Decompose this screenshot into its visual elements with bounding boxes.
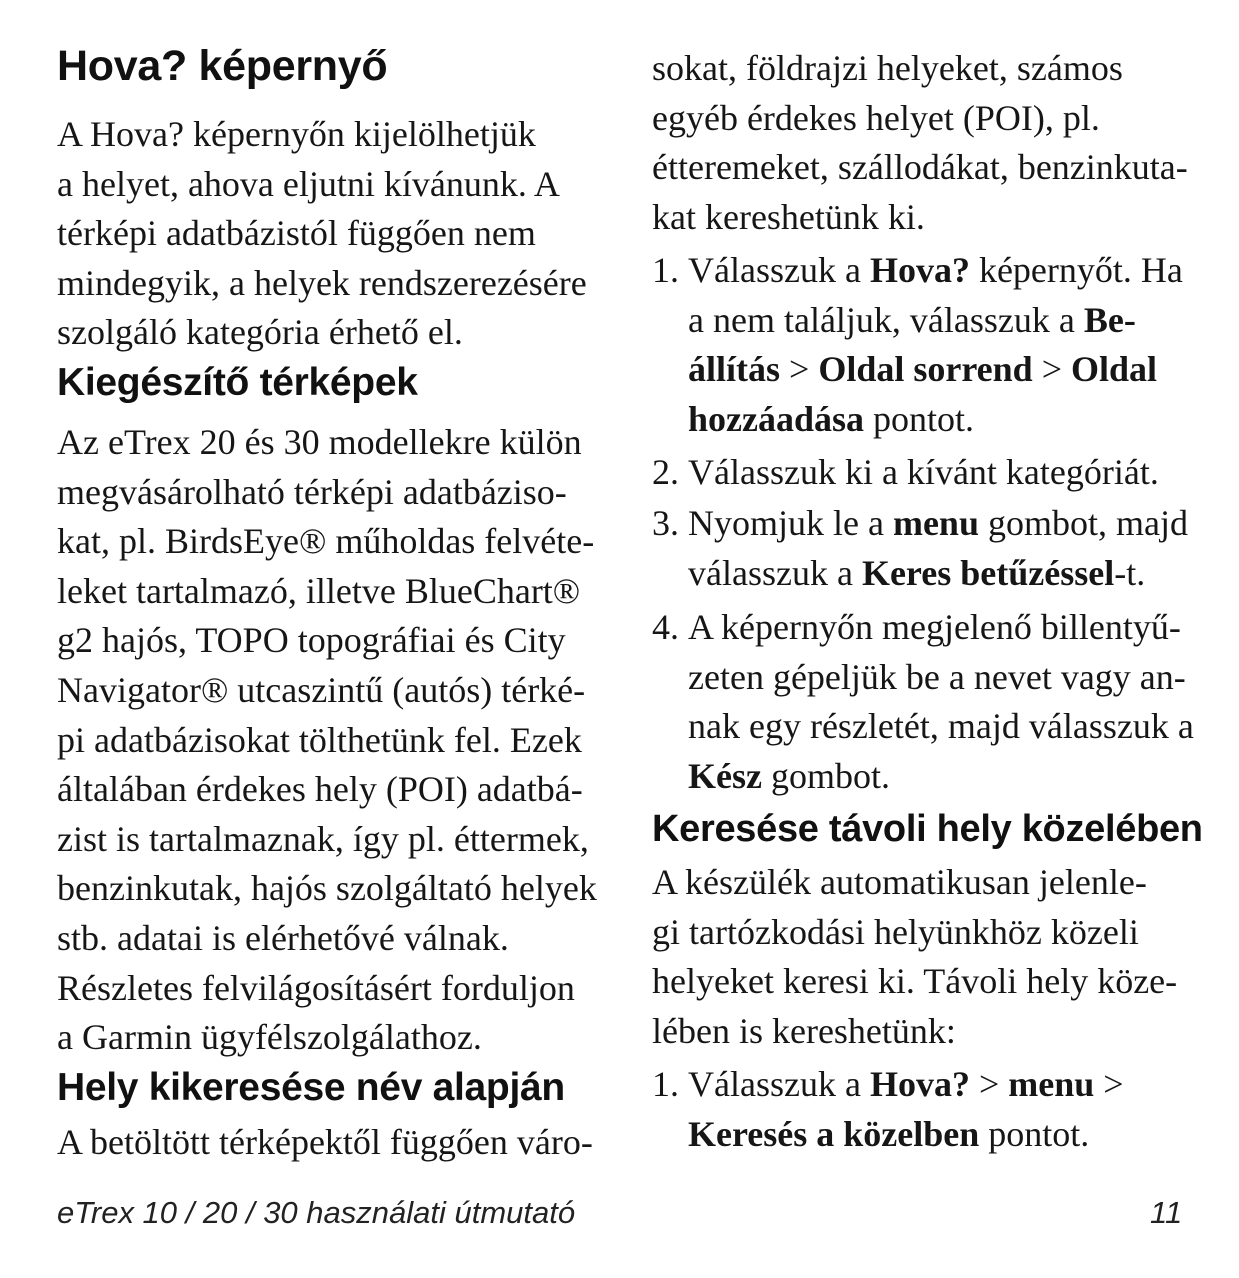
text-line: mindegyik, a helyek rendszerezésére	[57, 262, 587, 303]
text-line: kat, pl. BirdsEye® műholdas felvéte-	[57, 521, 595, 562]
heading-hely-kikeresese: Hely kikeresése név alapján	[57, 1066, 565, 1109]
text-line: szolgáló kategória érhető el.	[57, 312, 463, 353]
paragraph-kiegeszito	[57, 418, 602, 1063]
step-number: 4.	[652, 607, 679, 647]
heading-kiegeszito-terkepek: Kiegészítő térképek	[57, 361, 418, 404]
text-line: válasszuk a Keres betűzéssel-t.	[688, 552, 1146, 593]
text-line: a nem találjuk, válasszuk a Be-	[688, 299, 1136, 340]
text-line: sokat, földrajzi helyeket, számos	[652, 48, 1123, 88]
paragraph-kikereses	[57, 1118, 602, 1168]
text-line: A készülék automatikusan jelenle-	[652, 862, 1147, 902]
text-line: Navigator® utcaszintű (autós) térké-	[57, 669, 586, 710]
text-line: g2 hajós, TOPO topográfiai és City	[57, 620, 566, 661]
step-number: 2.	[652, 452, 679, 492]
paragraph-continued	[652, 44, 1187, 242]
step-number: 1.	[652, 1064, 679, 1104]
text-line: Válasszuk ki a kívánt kategóriát.	[688, 452, 1159, 492]
text-line: Válasszuk a Hova? képernyőt. Ha	[688, 250, 1183, 290]
text-line: a Garmin ügyfélszolgálathoz.	[57, 1017, 482, 1058]
text-line: étteremeket, szállodákat, benzinkuta-	[652, 147, 1188, 188]
list-item-step-nearby-1	[652, 1060, 1187, 1159]
heading-hova-kepernyo: Hova? képernyő	[57, 42, 388, 90]
text-line: általában érdekes hely (POI) adatbá-	[57, 769, 583, 810]
text-line: pi adatbázisokat tölthetünk fel. Ezek	[57, 719, 582, 760]
step-number: 1.	[652, 250, 679, 290]
list-item-step-3	[652, 499, 1187, 598]
text-line: A képernyőn megjelenő billentyű-	[688, 607, 1181, 647]
text-line: zist is tartalmaznak, így pl. éttermek,	[57, 818, 589, 859]
text-line: nak egy részletét, majd válasszuk a	[688, 706, 1194, 747]
text-line: a helyet, ahova eljutni kívánunk. A	[57, 163, 560, 204]
paragraph-hova-intro	[57, 110, 602, 358]
text-line: kat kereshetünk ki.	[652, 196, 925, 237]
text-line: állítás > Oldal sorrend > Oldal	[688, 349, 1158, 390]
text-line: Kész gombot.	[688, 755, 890, 796]
text-line: A betöltött térképektől függően váro-	[57, 1122, 593, 1162]
text-line: Nyomjuk le a menu gombot, majd	[688, 503, 1188, 543]
text-line: térképi adatbázistól függően nem	[57, 213, 536, 254]
text-line: Válasszuk a Hova? > menu >	[688, 1064, 1124, 1104]
text-line: Az eTrex 20 és 30 modellekre külön	[57, 422, 582, 462]
text-line: Keresés a közelben pontot.	[688, 1113, 1090, 1154]
page-number: 11	[1150, 1195, 1183, 1230]
text-line: egyéb érdekes helyet (POI), pl.	[652, 97, 1100, 138]
footer-manual-title: eTrex 10 / 20 / 30 használati útmutató	[57, 1195, 576, 1230]
heading-tavoli-hely: Keresése távoli hely közelében	[652, 808, 1203, 850]
text-line: Részletes felvilágosításért forduljon	[57, 967, 575, 1008]
step-number: 3.	[652, 503, 679, 543]
text-line: A Hova? képernyőn kijelölhetjük	[57, 114, 536, 154]
text-line: benzinkutak, hajós szolgáltató helyek	[57, 868, 597, 909]
list-item-step-1	[652, 246, 1187, 444]
text-line: leket tartalmazó, illetve BlueChart®	[57, 570, 581, 611]
text-line: gi tartózkodási helyünkhöz közeli	[652, 911, 1139, 952]
text-line: hozzáadása pontot.	[688, 398, 975, 439]
paragraph-tavoli	[652, 858, 1187, 1056]
text-line: zeten gépeljük be a nevet vagy an-	[688, 656, 1186, 697]
text-line: stb. adatai is elérhetővé válnak.	[57, 917, 509, 958]
list-item-step-2	[652, 448, 1187, 498]
text-line: lében is kereshetünk:	[652, 1010, 956, 1051]
text-line: megvásárolható térképi adatbáziso-	[57, 471, 567, 512]
text-line: helyeket keresi ki. Távoli hely köze-	[652, 961, 1178, 1002]
list-item-step-4	[652, 603, 1194, 801]
